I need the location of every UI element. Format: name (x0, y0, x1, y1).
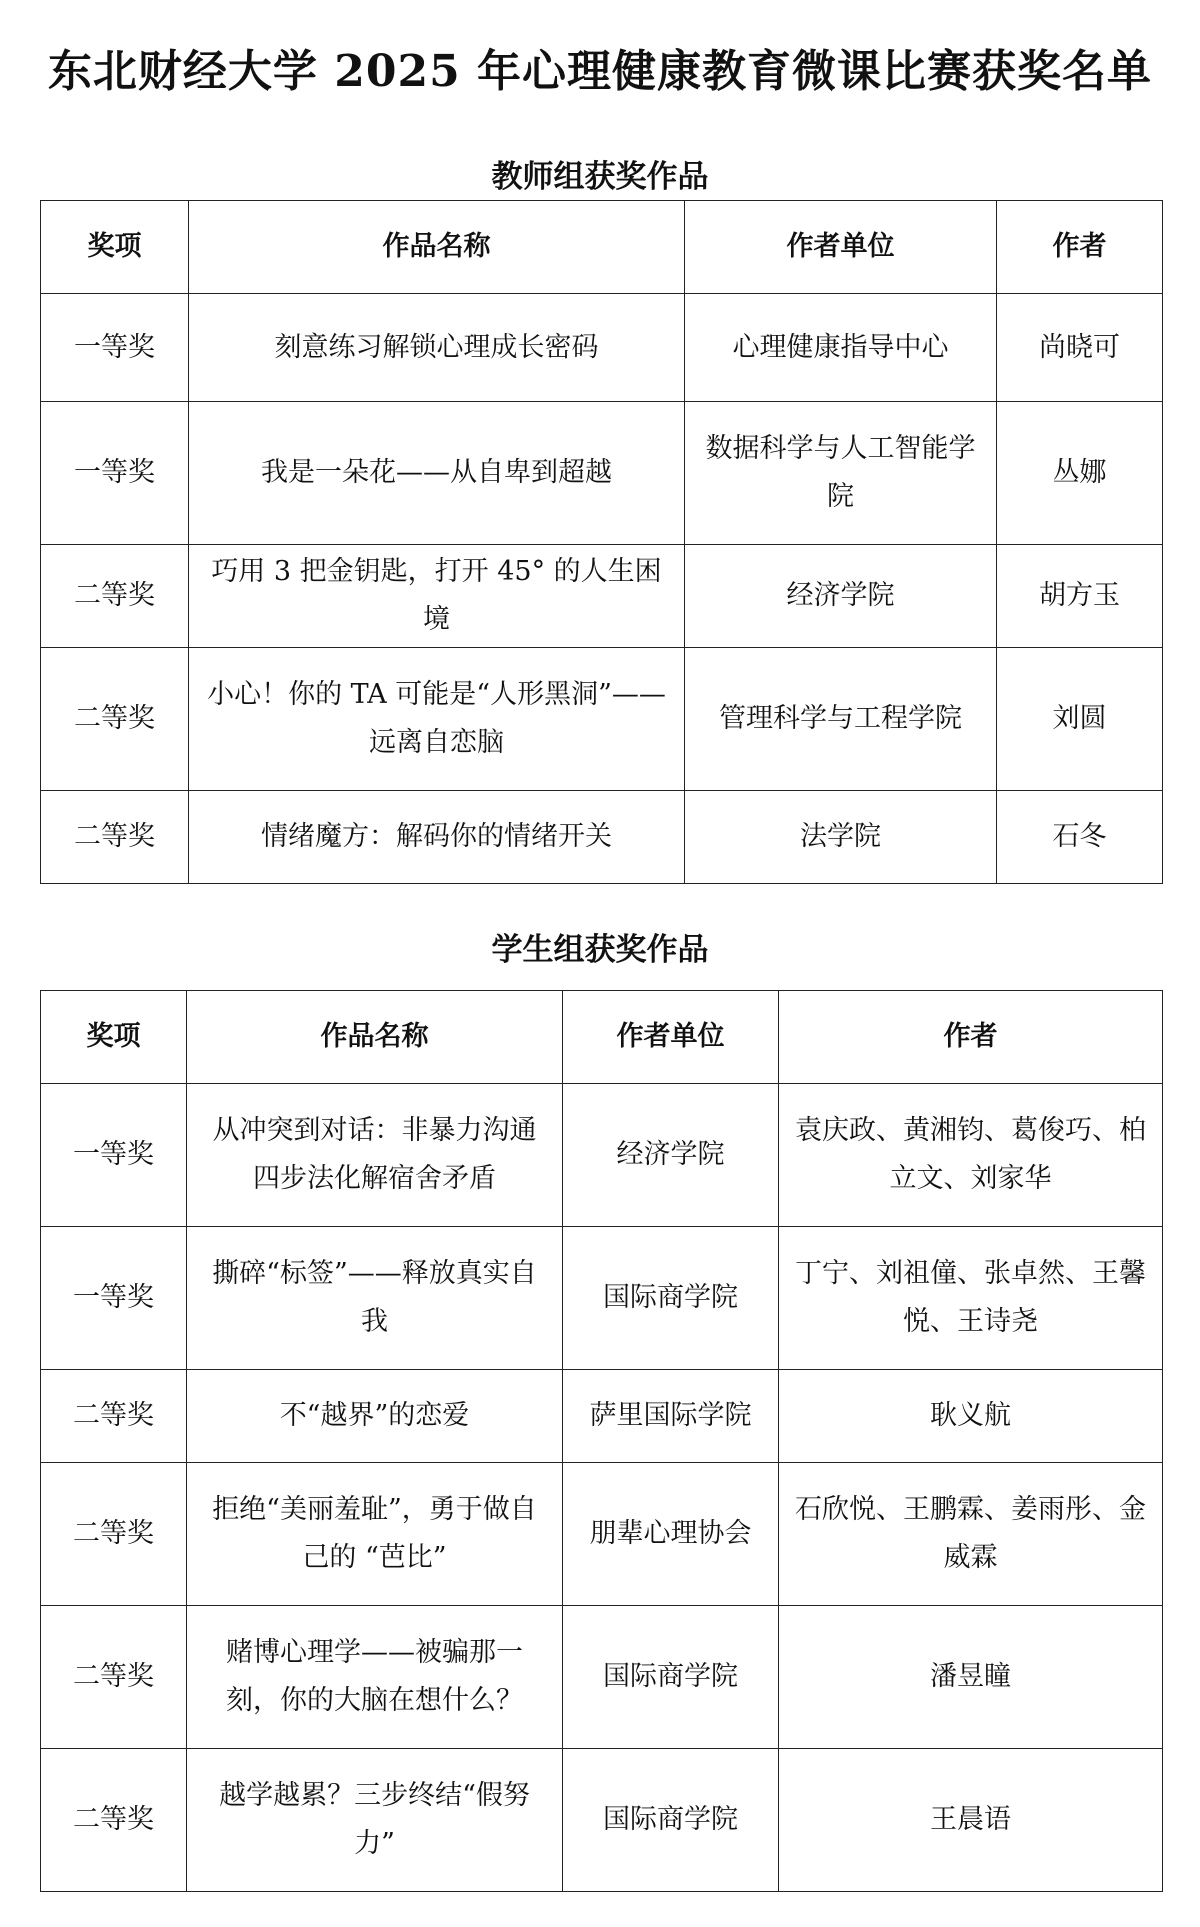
author-cell: 袁庆政、黄湘钧、葛俊巧、柏立文、刘家华 (779, 1084, 1163, 1227)
author-unit-cell: 数据科学与人工智能学院 (685, 402, 997, 545)
teacher-award-table (40, 200, 1163, 884)
author-cell: 石欣悦、王鹏霖、姜雨彤、金威霖 (779, 1463, 1163, 1606)
author-unit-cell: 朋辈心理协会 (563, 1463, 779, 1606)
author-cell: 刘圆 (997, 648, 1163, 791)
work-title-cell: 越学越累？三步终结“假努力” (187, 1749, 563, 1892)
author-cell: 耿义航 (779, 1370, 1163, 1463)
student-section-heading: 学生组获奖作品 (491, 932, 709, 968)
award-cell: 一等奖 (41, 1084, 187, 1227)
table-row (41, 294, 1163, 402)
author-cell: 潘昱瞳 (779, 1606, 1163, 1749)
header-author: 作者 (997, 201, 1163, 294)
table-row (41, 1084, 1163, 1227)
award-cell: 二等奖 (41, 1606, 187, 1749)
award-cell: 二等奖 (41, 545, 189, 648)
work-title-cell: 赌博心理学——被骗那一刻，你的大脑在想什么？ (187, 1606, 563, 1749)
table-header-row (41, 991, 1163, 1084)
table-row (41, 648, 1163, 791)
author-cell: 丁宁、刘祖僮、张卓然、王馨悦、王诗尧 (779, 1227, 1163, 1370)
header-author-unit: 作者单位 (685, 201, 997, 294)
header-award: 奖项 (41, 201, 189, 294)
table-row (41, 402, 1163, 545)
author-unit-cell: 经济学院 (563, 1084, 779, 1227)
table-row (41, 1463, 1163, 1606)
work-title-cell: 小心！你的 TA 可能是“人形黑洞”——远离自恋脑 (189, 648, 685, 791)
header-work-title: 作品名称 (189, 201, 685, 294)
author-unit-cell: 心理健康指导中心 (685, 294, 997, 402)
work-title-cell: 不“越界”的恋爱 (187, 1370, 563, 1463)
author-unit-cell: 国际商学院 (563, 1606, 779, 1749)
author-unit-cell: 国际商学院 (563, 1227, 779, 1370)
student-award-table (40, 990, 1163, 1892)
work-title-cell: 情绪魔方：解码你的情绪开关 (189, 791, 685, 884)
teacher-section-heading: 教师组获奖作品 (491, 159, 709, 195)
table-row (41, 545, 1163, 648)
award-cell: 二等奖 (41, 791, 189, 884)
award-cell: 二等奖 (41, 1370, 187, 1463)
author-cell: 石冬 (997, 791, 1163, 884)
award-cell: 一等奖 (41, 294, 189, 402)
header-author: 作者 (779, 991, 1163, 1084)
award-cell: 一等奖 (41, 402, 189, 545)
author-cell: 丛娜 (997, 402, 1163, 545)
table-row (41, 1606, 1163, 1749)
award-cell: 二等奖 (41, 1749, 187, 1892)
award-cell: 二等奖 (41, 1463, 187, 1606)
award-cell: 二等奖 (41, 648, 189, 791)
work-title-cell: 我是一朵花——从自卑到超越 (189, 402, 685, 545)
page-title: 东北财经大学 2025 年心理健康教育微课比赛获奖名单 (47, 46, 1153, 97)
work-title-cell: 巧用 3 把金钥匙，打开 45° 的人生困境 (189, 545, 685, 648)
work-title-cell: 撕碎“标签”——释放真实自我 (187, 1227, 563, 1370)
author-cell: 王晨语 (779, 1749, 1163, 1892)
author-unit-cell: 管理科学与工程学院 (685, 648, 997, 791)
header-work-title: 作品名称 (187, 991, 563, 1084)
table-row (41, 791, 1163, 884)
award-cell: 一等奖 (41, 1227, 187, 1370)
header-author-unit: 作者单位 (563, 991, 779, 1084)
author-unit-cell: 萨里国际学院 (563, 1370, 779, 1463)
table-row (41, 1370, 1163, 1463)
header-award: 奖项 (41, 991, 187, 1084)
work-title-cell: 刻意练习解锁心理成长密码 (189, 294, 685, 402)
author-unit-cell: 经济学院 (685, 545, 997, 648)
table-header-row (41, 201, 1163, 294)
author-cell: 尚晓可 (997, 294, 1163, 402)
author-unit-cell: 国际商学院 (563, 1749, 779, 1892)
table-row (41, 1227, 1163, 1370)
table-row (41, 1749, 1163, 1892)
author-cell: 胡方玉 (997, 545, 1163, 648)
work-title-cell: 拒绝“美丽羞耻”，勇于做自己的 “芭比” (187, 1463, 563, 1606)
author-unit-cell: 法学院 (685, 791, 997, 884)
work-title-cell: 从冲突到对话：非暴力沟通四步法化解宿舍矛盾 (187, 1084, 563, 1227)
